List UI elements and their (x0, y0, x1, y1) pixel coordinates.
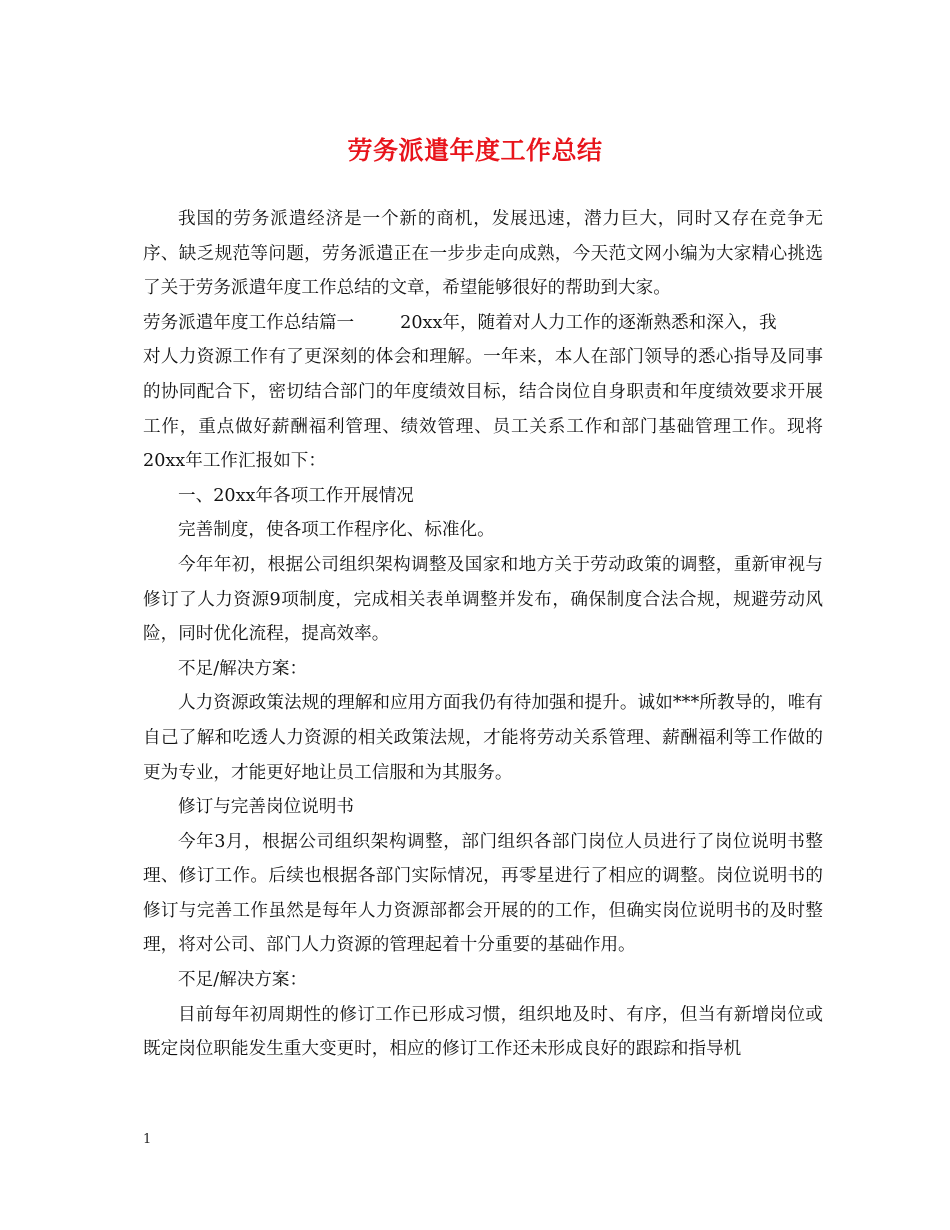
page-number: 1 (143, 1132, 152, 1147)
subheading-shortcoming-1: 不足/解决方案： (178, 658, 308, 679)
subheading-improve-system: 完善制度，使各项工作程序化、标准化。 (178, 520, 495, 541)
section-heading-line (143, 306, 823, 341)
paragraph-system-revision: 今年年初，根据公司组织架构调整及国家和地方关于劳动政策的调整，重新审视与修订了人力资源9项制度，完成相关表单调整并发布，确保制度合法合规，规避劳动风险，同时优化流程，提高效率。 (143, 554, 823, 645)
section-label: 劳务派遣年度工作总结篇一 (143, 312, 355, 333)
section-paragraph-continuation: 对人力资源工作有了更深刻的体会和理解。一年来，本人在部门领导的悉心指导及同事的协同配合下，密切结合部门的年度绩效目标，结合岗位自身职责和年度绩效要求开展工作，重点做好薪酬福利管理、绩效管理、员工关系工作和部门基础管理工作。现将20xx年工作汇报如下： (143, 347, 823, 472)
paragraph-policy-understanding: 人力资源政策法规的理解和应用方面我仍有待加强和提升。诚如***所教导的，唯有自己了解和吃透人力资源的相关政策法规，才能将劳动关系管理、薪酬福利等工作做的更为专业，才能更好地让员工信服和为其服务。 (143, 693, 823, 783)
intro-paragraph: 我国的劳务派遣经济是一个新的商机，发展迅速，潜力巨大，同时又存在竞争无序、缺乏规范等问题，劳务派遣正在一步步走向成熟，今天范文网小编为大家精心挑选了关于劳务派遣年度工作总结的文章，希望能够很好的帮助到大家。 (143, 209, 823, 299)
subheading-shortcoming-2: 不足/解决方案： (178, 970, 308, 991)
paragraph-job-description: 今年3月，根据公司组织架构调整，部门组织各部门岗位人员进行了岗位说明书整理、修订工作。后续也根据各部门实际情况，再零星进行了相应的调整。岗位说明书的修订与完善工作虽然是每年人力资源部都会开展的的工作，但确实岗位说明书的及时整理，将对公司、部门人力资源的管理起着十分重要的基础作用。 (143, 831, 823, 956)
document-title: 劳务派遣年度工作总结 (347, 136, 603, 165)
subheading-job-description: 修订与完善岗位说明书 (178, 797, 354, 818)
paragraph-periodic-revision: 目前每年初周期性的修订工作已形成习惯，组织地及时、有序，但当有新增岗位或既定岗位职能发生重大变更时，相应的修订工作还未形成良好的跟踪和指导机 (143, 1004, 823, 1060)
document-body (143, 202, 823, 1067)
subheading-work-status: 一、20xx年各项工作开展情况 (178, 485, 414, 506)
section-lead-text: 20xx年，随着对人力工作的逐渐熟悉和深入，我 (400, 312, 777, 333)
